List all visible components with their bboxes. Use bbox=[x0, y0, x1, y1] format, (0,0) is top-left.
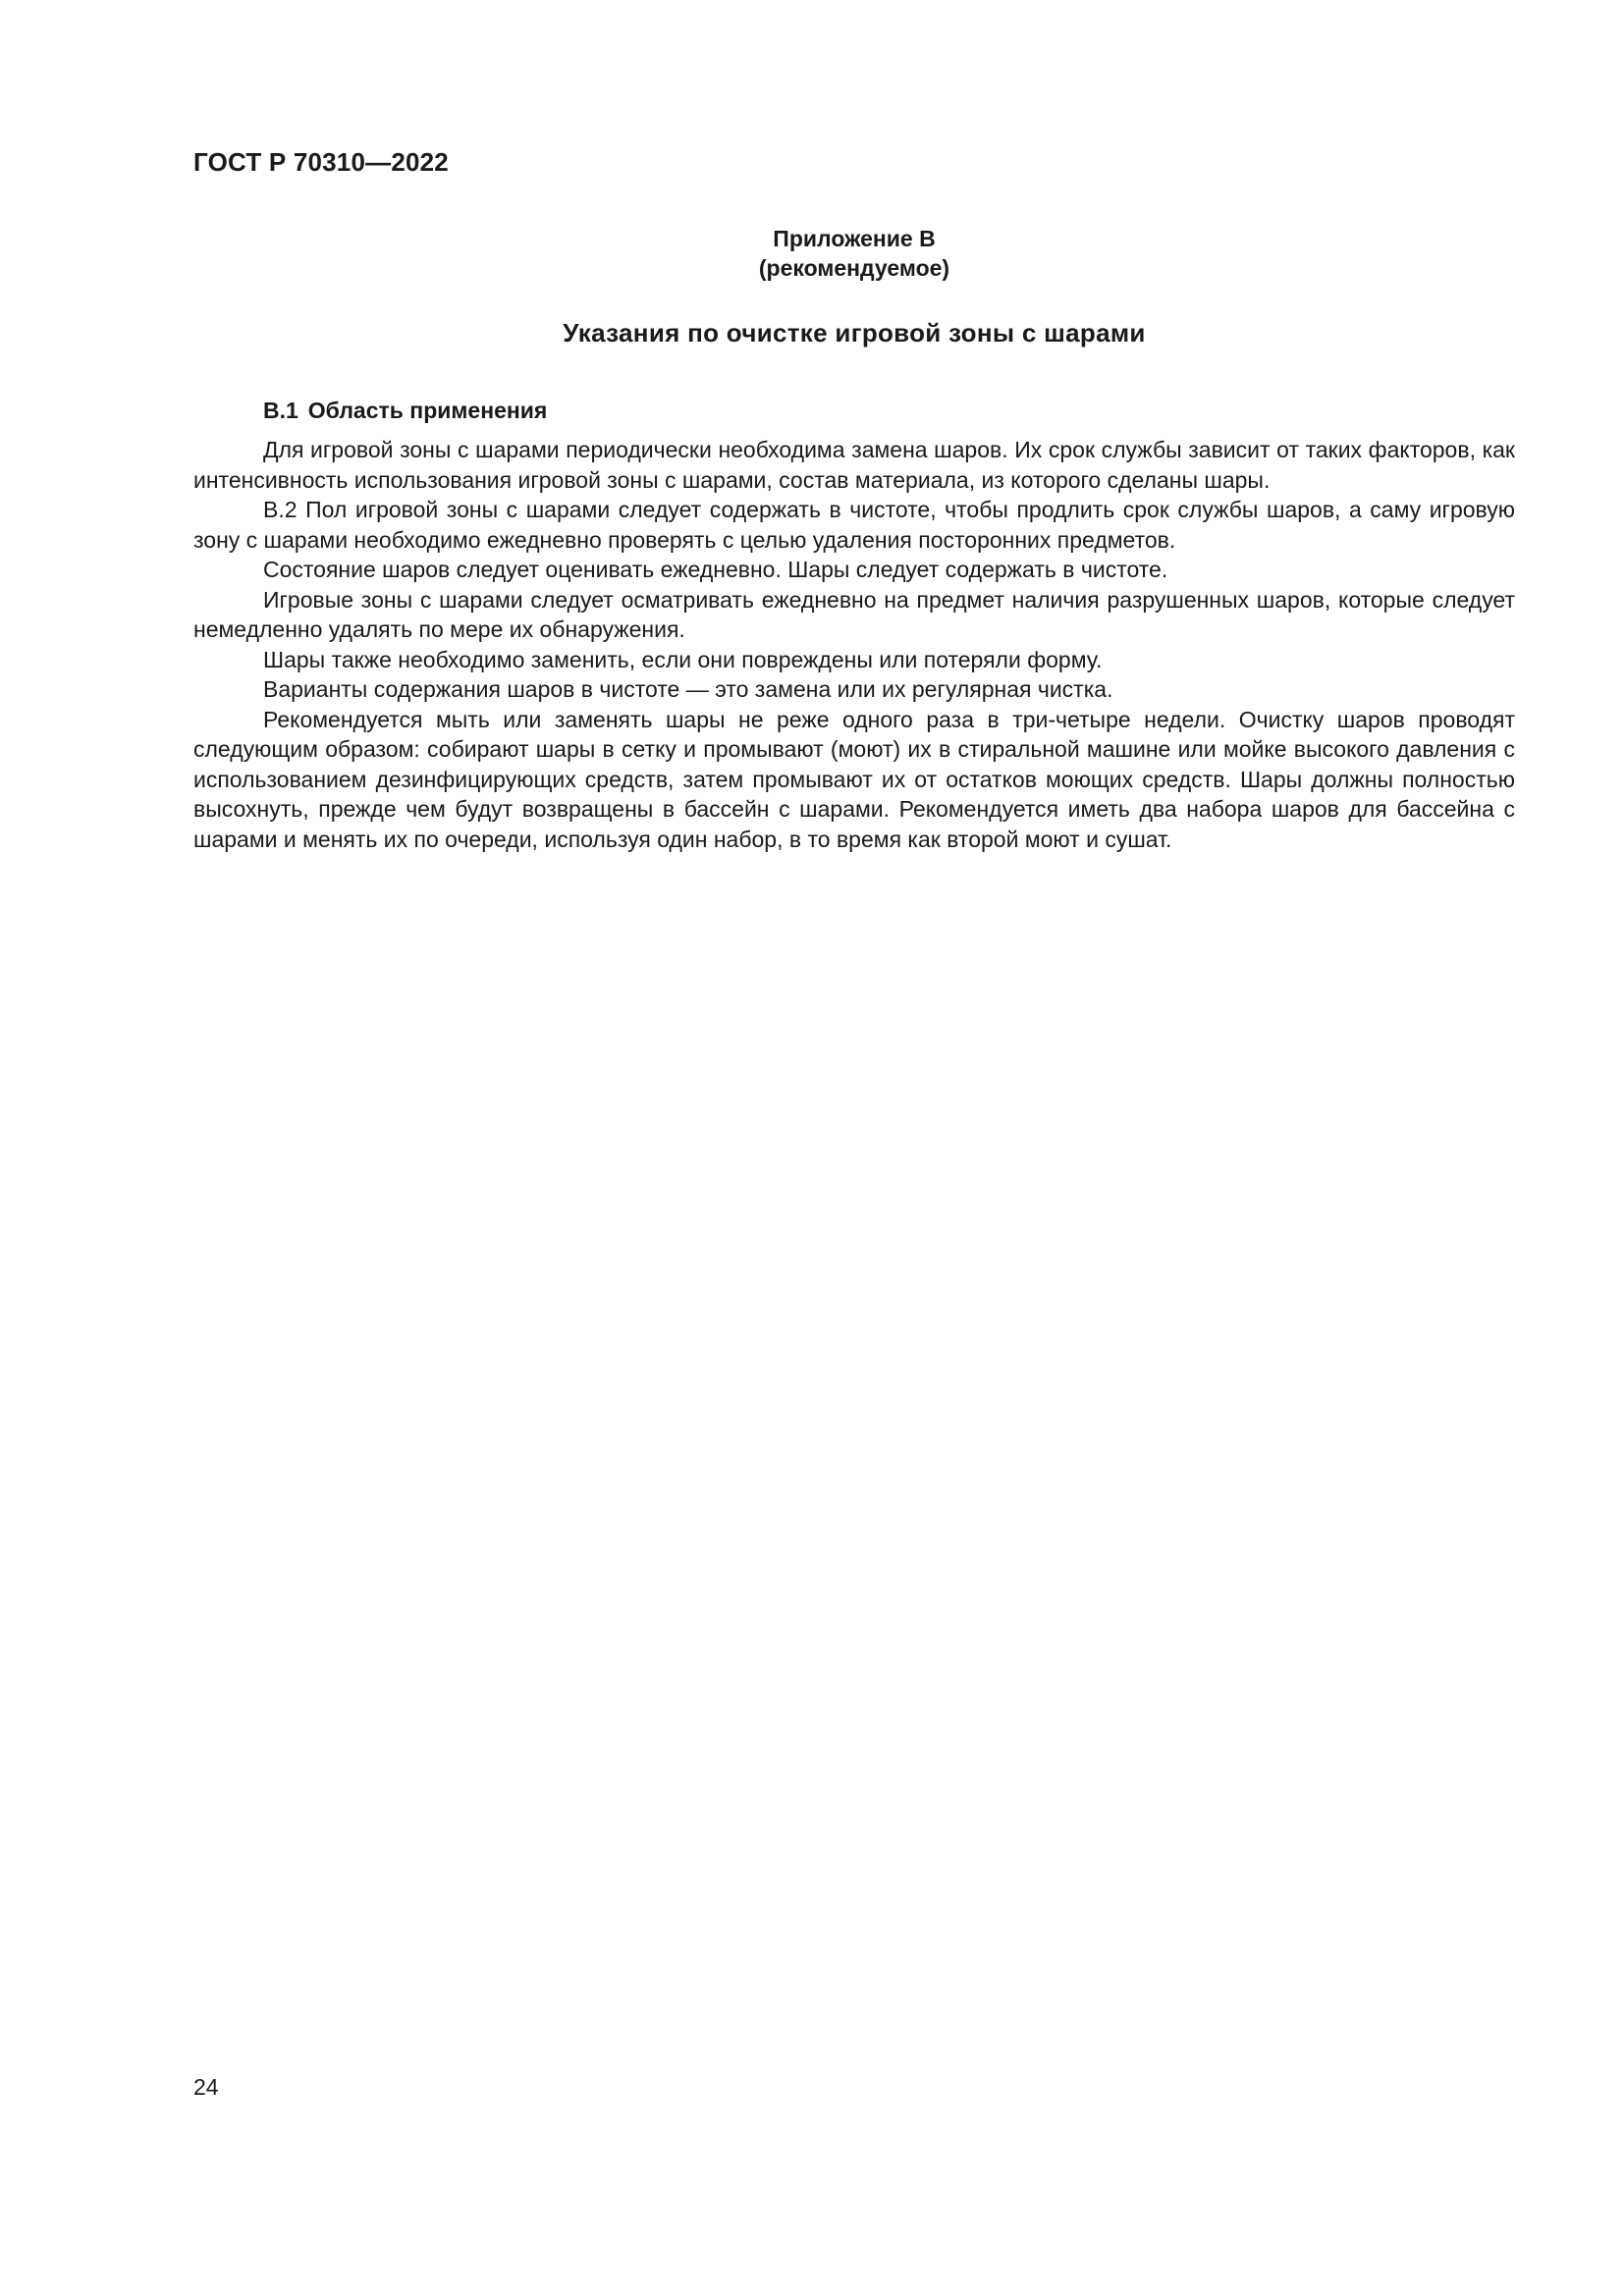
appendix-title: Указания по очистке игровой зоны с шарами bbox=[563, 318, 1146, 347]
document-code: ГОСТ Р 70310—2022 bbox=[193, 147, 449, 177]
page-number: 24 bbox=[193, 2074, 219, 2100]
section-heading bbox=[263, 398, 547, 424]
paragraph: Игровые зоны с шарами следует осматривать ежедневно на предмет наличия разрушенных шаров, которые следует немедленно удалять по мере их обнаружения. bbox=[193, 586, 1515, 642]
paragraph: В.2 Пол игровой зоны с шарами следует содержать в чистоте, чтобы продлить срок службы шаров, а саму игровую зону с шарами необходимо ежедневно проверять с целью удаления посторонних предметов. bbox=[193, 497, 1515, 553]
paragraph: Варианты содержания шаров в чистоте — это замена или их регулярная чистка. bbox=[263, 676, 1113, 702]
appendix-heading bbox=[193, 224, 1515, 283]
section-number: В.1 bbox=[263, 398, 298, 423]
paragraph: Рекомендуется мыть или заменять шары не реже одного раза в три-четыре недели. Очистку шаров проводят следующим образом: собирают шары в сетку и промывают (моют) их в стиральной машине или мойке высокого давления с использованием дезинфицирующих средств, затем промывают их от остатков моющих средств. Шары должны полностью высохнуть, прежде чем будут возвращены в бассейн с шарами. Рекомендуется иметь два набора шаров для бассейна с шарами и менять их по очереди, используя один набор, в то время как второй моют и сушат. bbox=[193, 706, 1515, 852]
body-text bbox=[193, 435, 1515, 854]
appendix-status: (рекомендуемое) bbox=[758, 255, 950, 281]
appendix-label: Приложение В bbox=[773, 226, 936, 251]
paragraph: Шары также необходимо заменить, если они повреждены или потеряли форму. bbox=[263, 646, 1103, 672]
section-title: Область применения bbox=[307, 398, 548, 423]
paragraph: Для игровой зоны с шарами периодически необходима замена шаров. Их срок службы зависит от таких факторов, как интенсивность использования игровой зоны с шарами, состав материала, из которого сделаны шары. bbox=[193, 437, 1515, 493]
paragraph: Состояние шаров следует оценивать ежедневно. Шары следует содержать в чистоте. bbox=[263, 557, 1168, 582]
